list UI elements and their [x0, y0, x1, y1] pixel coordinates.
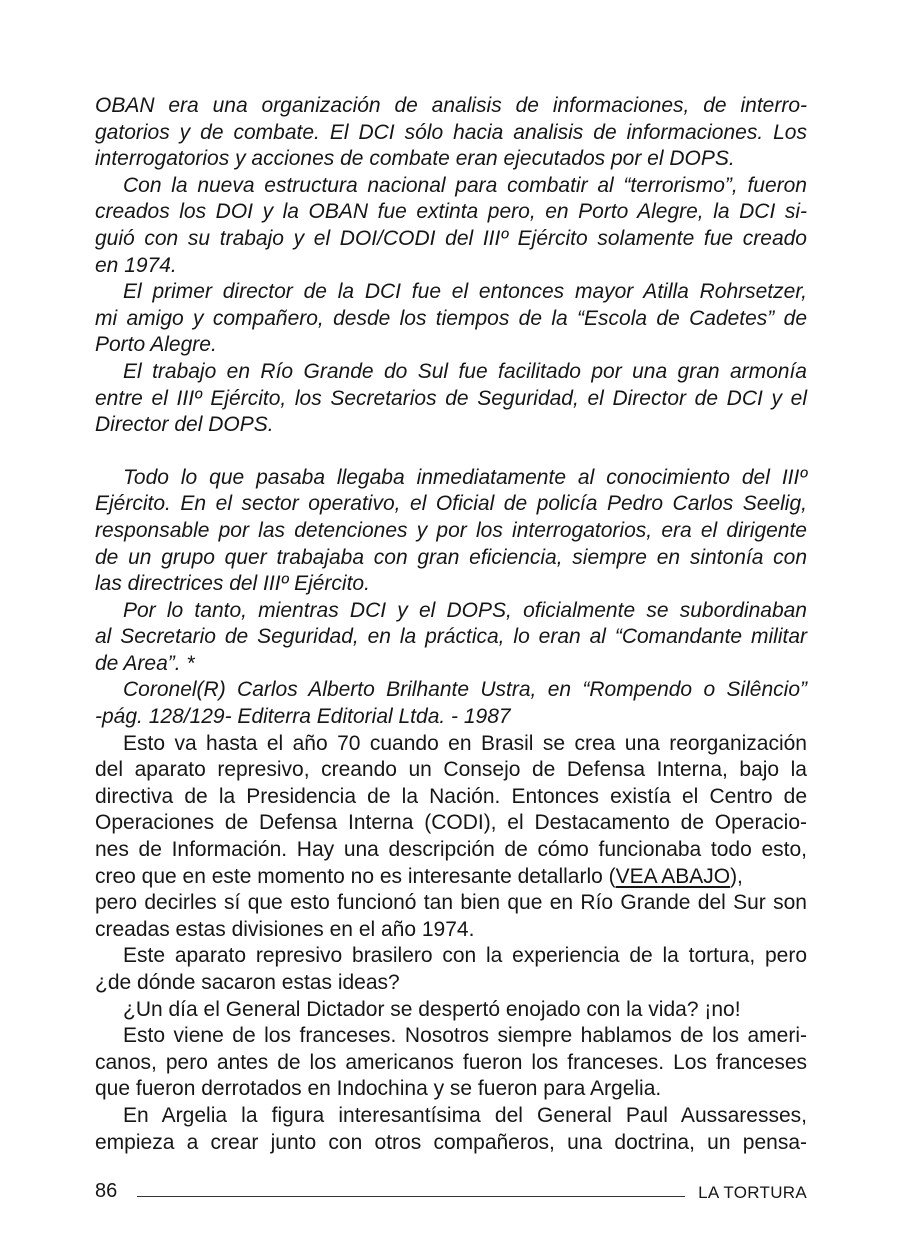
text-line: ¿Un día el General Dictador se despertó enojado con la vida? ¡no!: [123, 997, 741, 1021]
text-line: El trabajo en Río Grande do Sul fue facilitado por una gran armonía: [123, 359, 807, 383]
footer-rule: [137, 1196, 685, 1197]
see-below-link[interactable]: VEA ABAJO: [615, 864, 731, 888]
text-line: Porto Alegre.: [95, 333, 217, 357]
text-line: del aparato represivo, creando un Consejo de Defensa Interna, bajo la: [95, 758, 807, 782]
section-title: LA TORTURA: [698, 1183, 807, 1202]
text-line-with-link: creo que en este momento no es interesante detallarlo (VEA ABAJO),: [95, 864, 743, 888]
text-line: Esto va hasta el año 70 cuando en Brasil se crea una reorganización: [123, 731, 807, 755]
page-number: 86: [95, 1180, 118, 1202]
text-line: de un grupo quer trabajaba con gran eficiencia, siempre en sintonía con: [95, 545, 807, 569]
text-line: OBAN era una organización de analisis de informaciones, de interro-: [95, 94, 807, 117]
text-line: Esto viene de los franceses. Nosotros siempre hablamos de los ameri-: [123, 1024, 807, 1048]
text-line: En Argelia la figura interesantísima del General Paul Aussaresses,: [123, 1103, 807, 1127]
text-line: de Area”. *: [95, 651, 195, 675]
text-line: entre el IIIº Ejército, los Secretarios de Seguridad, el Director de DCI y el: [95, 386, 807, 410]
text-line: canos, pero antes de los americanos fueron los franceses. Los franceses: [95, 1050, 807, 1074]
text-line: Ejército. En el sector operativo, el Oficial de policía Pedro Carlos Seelig,: [95, 492, 807, 516]
text-line: directiva de la Presidencia de la Nación. Entonces existía el Centro de: [95, 784, 807, 808]
text-line: Todo lo que pasaba llegaba inmediatamente al conocimiento del IIIº: [123, 465, 807, 489]
text-line: Este aparato represivo brasilero con la experiencia de la tortura, pero: [123, 944, 807, 968]
text-line: El primer director de la DCI fue el entonces mayor Atilla Rohrsetzer,: [123, 280, 807, 304]
paragraph-gap: [95, 439, 807, 465]
text-line: gatorios y de combate. El DCI sólo hacia analisis de informaciones. Los: [95, 120, 807, 144]
text-line: en 1974.: [95, 253, 177, 277]
text-line: pero decirles sí que esto funcionó tan bien que en Río Grande del Sur son: [95, 891, 807, 915]
text-line: interrogatorios y acciones de combate eran ejecutados por el DOPS.: [95, 147, 735, 171]
text-line: Director del DOPS.: [95, 413, 274, 437]
text-line: las directrices del IIIº Ejército.: [95, 572, 370, 596]
citation-line: -pág. 128/129- Editerra Editorial Ltda. - 1987: [95, 705, 511, 729]
citation-line: Coronel(R) Carlos Alberto Brilhante Ustra, en “Rompendo o Silêncio”: [123, 678, 807, 702]
text-line: Por lo tanto, mientras DCI y el DOPS, oficialmente se subordinaban: [123, 598, 807, 622]
text-line: nes de Información. Hay una descripción de cómo funcionaba todo esto,: [95, 838, 807, 862]
text-line: creados los DOI y la OBAN fue extinta pero, en Porto Alegre, la DCI si-: [95, 200, 807, 224]
page-footer: [95, 1180, 807, 1210]
text-line: mi amigo y compañero, desde los tiempos de la “Escola de Cadetes” de: [95, 306, 807, 330]
text-segment: ),: [730, 864, 743, 888]
text-line: ¿de dónde sacaron estas ideas?: [95, 971, 400, 994]
text-line: Con la nueva estructura nacional para combatir al “terrorismo”, fueron: [123, 173, 807, 197]
text-line: al Secretario de Seguridad, en la práctica, lo eran al “Comandante militar: [95, 625, 807, 649]
text-line: que fueron derrotados en Indochina y se fueron para Argelia.: [95, 1077, 662, 1101]
text-line: guió con su trabajo y el DOI/CODI del IIIº Ejército solamente fue creado: [95, 226, 807, 250]
text-line: creadas estas divisiones en el año 1974.: [95, 917, 475, 941]
text-line: responsable por las detenciones y por los interrogatorios, era el dirigente: [95, 518, 807, 542]
text-segment: creo que en este momento no es interesante detallarlo: [95, 864, 609, 888]
page-body: [95, 93, 807, 1156]
text-line: empieza a crear junto con otros compañeros, una doctrina, un pensa-: [95, 1130, 807, 1154]
text-line: Operaciones de Defensa Interna (CODI), el Destacamento de Operacio-: [95, 811, 807, 835]
